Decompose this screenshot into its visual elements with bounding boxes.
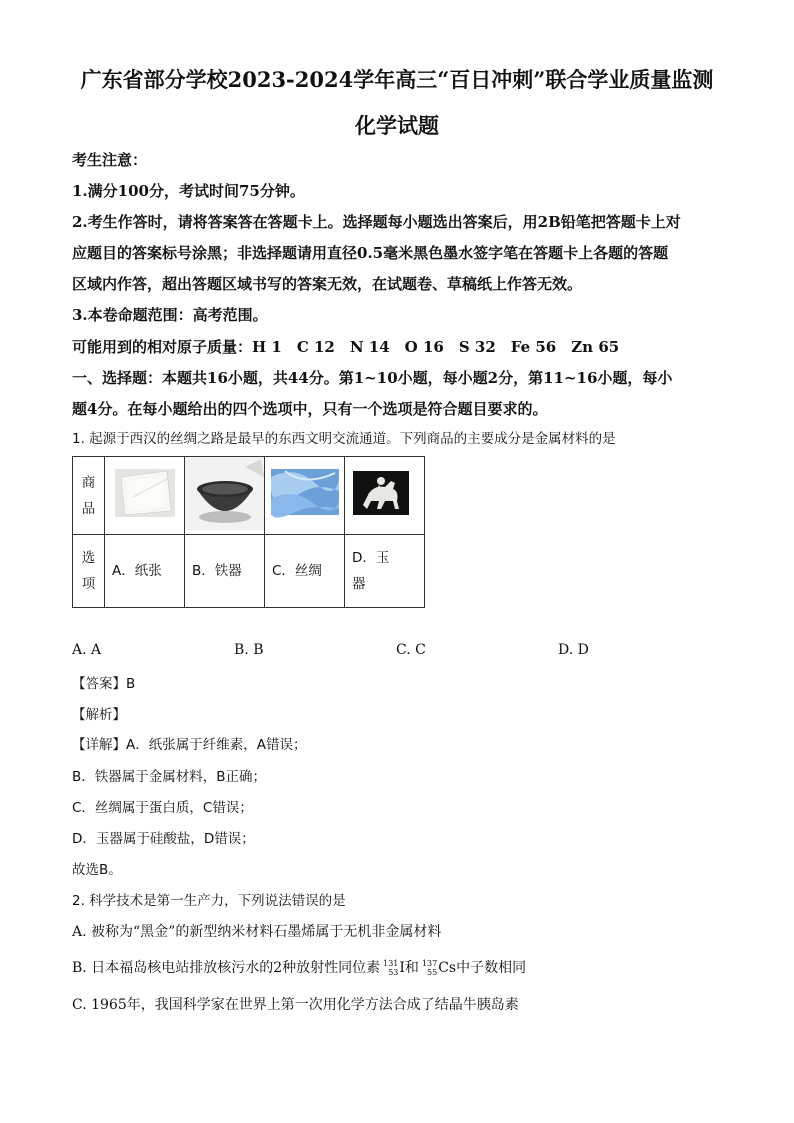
option-d-cell: D．玉 器 xyxy=(345,535,425,608)
exam-title: 广东省部分学校2023-2024学年高三“百日冲刺”联合学业质量监测 xyxy=(80,67,714,92)
isotope-iodine-notation: 131 53 xyxy=(383,959,399,977)
q2-option-c: C. 1965年，我国科学家在世界上第一次用化学方法合成了结晶牛胰岛素 xyxy=(72,997,519,1013)
options-row-header: 选 项 xyxy=(73,535,105,608)
q2-stem: 2. 科学技术是第一生产力，下列说法错误的是 xyxy=(72,893,346,909)
q1-detail-line: B．铁器属于金属材料，B正确； xyxy=(72,769,267,785)
notice-item-3: 3.本卷命题范围：高考范围。 xyxy=(72,306,268,324)
iron-bowl-image xyxy=(185,457,265,535)
options-row xyxy=(73,535,425,608)
silk-image xyxy=(265,457,345,535)
q1-choice-a[interactable]: A. A xyxy=(72,642,102,658)
q2-option-a: A. 被称为“黑金”的新型纳米材料石墨烯属于无机非金属材料 xyxy=(72,924,442,940)
q1-choice-d[interactable]: D. D xyxy=(558,642,589,658)
goods-image-row xyxy=(73,457,425,535)
q1-detail-line: 【详解】A．纸张属于纤维素，A错误； xyxy=(72,737,307,753)
q1-analysis-label: 【解析】 xyxy=(72,707,126,723)
section-1-line-2: 题4分。在每小题给出的四个选项中，只有一个选项是符合题目要求的。 xyxy=(72,400,548,418)
notice-heading: 考生注意： xyxy=(72,151,148,169)
q1-detail-line: 故选B。 xyxy=(72,862,122,878)
option-c-cell: C．丝绸 xyxy=(265,535,345,608)
q1-detail-line: D．玉器属于硅酸盐，D错误； xyxy=(72,831,255,847)
notice-item-2-line-1: 2.考生作答时，请将答案答在答题卡上。选择题每小题选出答案后，用2B铅笔把答题卡上对 xyxy=(72,213,681,231)
q1-choice-b[interactable]: B. B xyxy=(234,642,264,658)
q2-option-b: B. 日本福岛核电站排放核污水的2种放射性同位素 131 53I和 137 55Cs中子数相同 xyxy=(72,959,527,977)
q1-answer: 【答案】B xyxy=(72,676,136,692)
notice-item-2-line-3: 区域内作答，超出答题区域书写的答案无效，在试题卷、草稿纸上作答无效。 xyxy=(72,275,583,293)
goods-row-header: 商 品 xyxy=(73,457,105,535)
exam-subject-title: 化学试题 xyxy=(355,113,439,138)
q1-stem: 1. 起源于西汉的丝绸之路是最早的东西文明交流通道。下列商品的主要成分是金属材料的是 xyxy=(72,431,616,447)
jade-horse-image xyxy=(345,457,425,535)
q1-choice-c[interactable]: C. C xyxy=(396,642,426,658)
notice-item-1: 1.满分100分，考试时间75分钟。 xyxy=(72,182,305,200)
paper-image xyxy=(105,457,185,535)
q1-detail-line: C．丝绸属于蛋白质，C错误； xyxy=(72,800,253,816)
option-a-cell: A．纸张 xyxy=(105,535,185,608)
option-b-cell: B．铁器 xyxy=(185,535,265,608)
q1-goods-table xyxy=(72,456,425,608)
isotope-cesium-notation: 137 55 xyxy=(421,959,438,977)
section-1-line-1: 一、选择题：本题共16小题，共44分。第1~10小题，每小题2分，第11~16小题，每小 xyxy=(72,369,673,387)
notice-item-2-line-2: 应题目的答案标号涂黑；非选择题请用直径0.5毫米黑色墨水签字笔在答题卡上各题的答题 xyxy=(72,244,669,262)
atomic-mass-line: 可能用到的相对原子质量：H 1 C 12 N 14 O 16 S 32 Fe 56 Zn 65 xyxy=(72,338,620,356)
